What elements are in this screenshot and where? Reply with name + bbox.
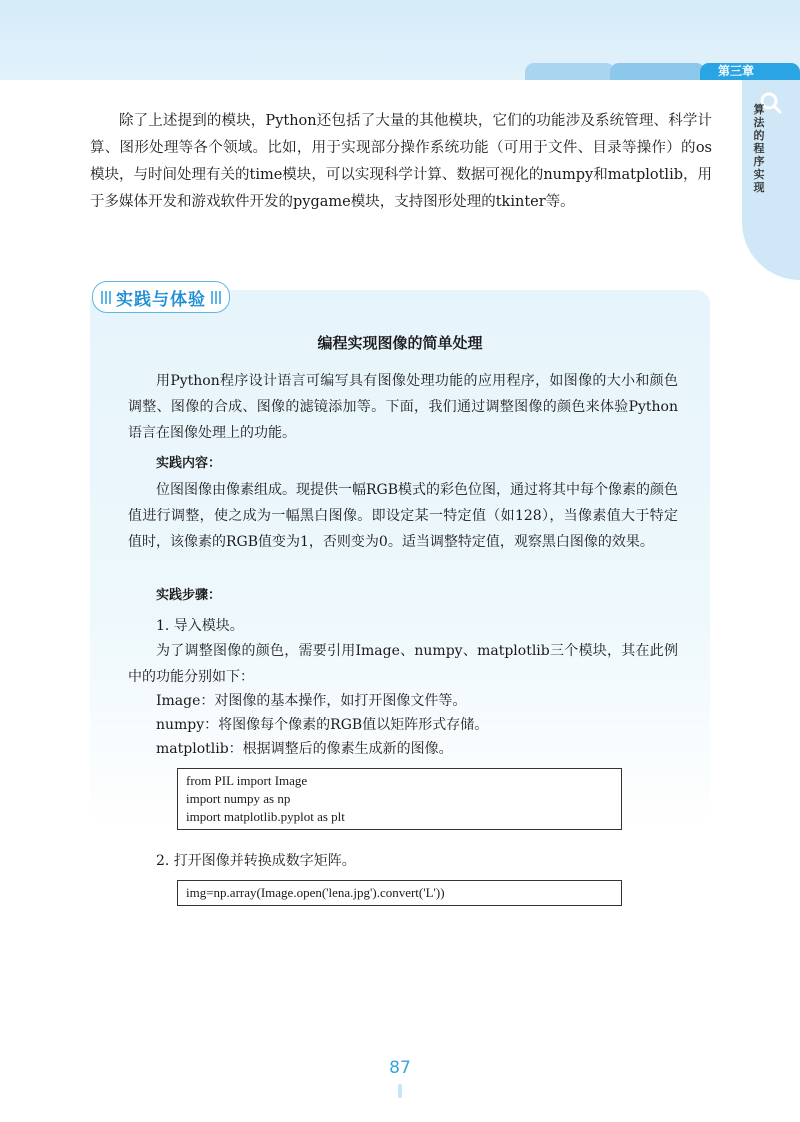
step2-title: 2. 打开图像并转换成数字矩阵。 <box>156 853 356 869</box>
side-title-char: 算 <box>753 103 765 116</box>
side-title-char: 的 <box>753 129 765 142</box>
practice-intro: 用Python程序设计语言可编写具有图像处理功能的应用程序，如图像的大小和颜色调整、图像的合成、图像的滤镜添加等。下面，我们通过调整图像的颜色来体验Python语言在图像处理上的功能。 <box>128 373 678 441</box>
side-title-char: 法 <box>753 116 765 129</box>
step1-text: 为了调整图像的颜色，需要引用Image、numpy、matplotlib三个模块，其在此例中的功能分别如下： <box>128 643 678 685</box>
content-text: 位图图像由像素组成。现提供一幅RGB模式的彩色位图，通过将其中每个像素的颜色值进行调整，使之成为一幅黑白图像。即设定某一特定值（如128），当像素值大于特定值时，该像素的RGB值变为1，否则变为0。适当调整特定值，观察黑白图像的效果。 <box>128 482 679 550</box>
side-title <box>751 103 767 194</box>
page-number: 87 <box>389 1058 411 1078</box>
content-heading: 实践内容： <box>156 456 222 471</box>
badge-bars-left <box>101 291 111 304</box>
code-block-imports <box>177 768 622 830</box>
chapter-label: 第三章 <box>700 63 800 80</box>
module-line: Image：对图像的基本操作，如打开图像文件等。 <box>156 693 467 709</box>
side-title-char: 序 <box>753 155 765 168</box>
module-line: numpy：将图像每个像素的RGB值以矩阵形式存储。 <box>156 717 489 733</box>
chapter-tab-decor-2 <box>610 63 705 80</box>
badge-label: 实践与体验 <box>116 289 206 310</box>
practice-badge <box>92 281 230 313</box>
module-line: matplotlib：根据调整后的像素生成新的图像。 <box>156 741 453 757</box>
steps-heading: 实践步骤： <box>156 588 222 603</box>
practice-title: 编程实现图像的简单处理 <box>317 334 483 352</box>
chapter-tab-decor-1 <box>525 63 615 80</box>
side-title-char: 实 <box>753 168 765 181</box>
step1-title: 1. 导入模块。 <box>156 618 244 634</box>
badge-bars-right <box>211 291 221 304</box>
code-line: import numpy as np <box>186 791 291 806</box>
code-line: import matplotlib.pyplot as plt <box>186 809 345 824</box>
code-line: img=np.array(Image.open('lena.jpg').convert('L')) <box>186 885 445 900</box>
code-line: from PIL import Image <box>186 773 308 788</box>
side-title-char: 程 <box>753 142 765 155</box>
side-title-char: 现 <box>753 181 765 194</box>
page-number-marker <box>398 1084 402 1098</box>
intro-paragraph: 除了上述提到的模块，Python还包括了大量的其他模块，它们的功能涉及系统管理、科学计算、图形处理等各个领域。比如，用于实现部分操作系统功能（可用于文件、目录等操作）的os模块，与时间处理有关的time模块，可以实现科学计算、数据可视化的numpy和matplotlib，用于多媒体开发和游戏软件开发的pygame模块，支持图形处理的tkinter等。 <box>90 113 712 210</box>
code-block-open-image <box>177 880 622 906</box>
